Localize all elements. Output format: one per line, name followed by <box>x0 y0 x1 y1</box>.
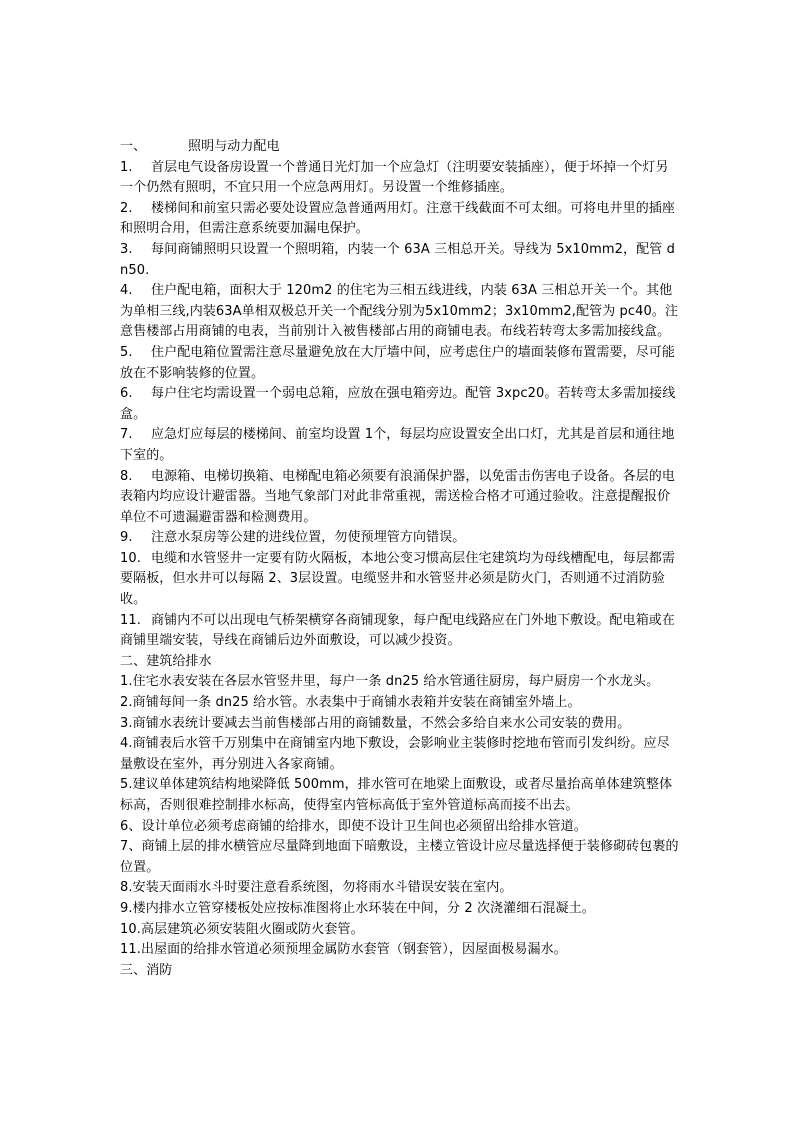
section-heading <box>120 137 680 158</box>
list-item-text: 楼梯间和前室只需必要处设置应急普通两用灯。注意干线截面不可太细。可将电井里的插座和照明合用，但需注意系统要加漏电保护。 <box>120 200 676 237</box>
list-item-text: 每户住宅均需设置一个弱电总箱，应放在强电箱旁边。配管 3xpc20。若转弯太多需加接线盒。 <box>120 386 676 422</box>
list-item <box>120 714 680 735</box>
list-item-text: 首层电气设备房设置一个普通日光灯加一个应急灯（注明要安装插座），便于坏掉一个灯另一个仍然有照明，不宜只用一个应急两用灯。另设置一个维修插座。 <box>120 159 669 196</box>
list-item-number: 8. <box>120 880 133 896</box>
list-item <box>120 837 680 878</box>
list-item <box>120 920 680 941</box>
list-item-number: 1. <box>120 159 133 175</box>
list-item-number: 10. <box>120 921 141 937</box>
document-body <box>120 137 680 981</box>
list-item-text: 建议单体建筑结构地梁降低 500mm，排水管可在地梁上面敷设，或者尽量抬高单体建筑整体标高，否则很难控制排水标高，使得室内管标高低于室外管道标高而接不出去。 <box>120 777 673 813</box>
list-item-text: 电源箱、电梯切换箱、电梯配电箱必须要有浪涌保护器，以免雷击伤害电子设备。各层的电表箱内均应设计避雷器。当地气象部门对此非常重视，需送检合格才可通过验收。注意提醒报价单位不可遗漏避雷器和检测费用。 <box>120 468 676 525</box>
list-item-number: 2. <box>120 200 133 216</box>
list-item <box>120 281 680 343</box>
list-item-text: 商铺水表统计要减去当前售楼部占用的商铺数量，不然会多给自来水公司安装的费用。 <box>132 715 631 731</box>
list-item-number: 4. <box>120 736 133 752</box>
list-item-number: 2. <box>120 695 133 711</box>
list-item-number: 1. <box>120 674 133 690</box>
list-item-text: 电缆和水管竖井一定要有防火隔板，本地公变习惯高层住宅建筑均为母线槽配电，每层都需要隔板，但水井可以每隔 2、3层设置。电缆竖井和水管竖井必须是防火门，否则通不过消防验收。 <box>120 550 676 608</box>
list-item <box>120 158 680 199</box>
list-item-number: 6. <box>120 386 133 402</box>
list-item <box>120 343 680 384</box>
list-item-text: 设计单位必须考虑商铺的给排水，即使不设计卫生间也必须留出给排水管道。 <box>141 818 587 834</box>
list-item-number: 5. <box>120 777 133 793</box>
list-item <box>120 940 680 961</box>
list-item <box>120 817 680 838</box>
list-item-text: 应急灯应每层的楼梯间、前室均设置 1个，每层均应设置安全出口灯，尤其是首层和通往地下室的。 <box>120 427 675 463</box>
list-item-text: 出屋面的给排水管道必须预埋金属防水套管（钢套管），因屋面极易漏水。 <box>140 942 567 958</box>
list-item-text: 住宅水表安装在各层水管竖井里，每户一条 dn25 给水管通往厨房，每户厨房一个水龙头。 <box>132 674 660 690</box>
list-item <box>120 734 680 775</box>
list-item-number: 7、 <box>120 839 142 855</box>
list-item <box>120 240 680 281</box>
section-heading-text: 照明与动力配电 <box>188 139 280 154</box>
list-item-number: 8. <box>120 468 133 484</box>
list-item-text: 商铺内不可以出现电气桥架横穿各商铺现象，每户配电线路应在门外地下敷设。配电箱或在商铺里端安装，导线在商铺后边外面敷设，可以减少投资。 <box>120 612 676 649</box>
list-item-text: 商铺表后水管千万别集中在商铺室内地下敷设，会影响业主装修时挖地布管而引发纠纷。应尽量敷设在室外，再分别进入各家商铺。 <box>120 736 670 772</box>
list-item <box>120 899 680 920</box>
section-heading: 三、消防 <box>120 962 173 978</box>
list-item-number: 3. <box>120 715 133 731</box>
list-item <box>120 384 680 425</box>
list-item <box>120 528 680 549</box>
list-item <box>120 549 680 611</box>
list-item-text: 注意水泵房等公建的进线位置，勿使预埋管方向错误。 <box>151 530 466 546</box>
list-item-text: 住户配电箱，面积大于 120m2 的住宅为三相五线进线，内装 63A 三相总开关一个。其他为单相三线,内装63A单相双极总开关一个配线分别为5x10mm2；3x10mm2,配管为 pc40。注意售楼部占用商铺的电表，当前别计入被售楼部占用的商铺电表。布线若转弯太多需加接线盒。 <box>120 283 679 340</box>
list-item-number: 11. <box>120 612 141 628</box>
list-item-number: 6、 <box>120 818 142 834</box>
list-item-number: 4. <box>120 283 133 299</box>
list-item <box>120 425 680 466</box>
list-item <box>120 672 680 693</box>
list-item-number: 7. <box>120 427 133 443</box>
list-item-text: 每间商铺照明只设置一个照明箱，内装一个 63A 三相总开关。导线为 5x10mm2，配管 dn50. <box>120 241 675 278</box>
list-item <box>120 775 680 816</box>
list-item-number: 10. <box>120 550 141 566</box>
list-item-text: 高层建筑必须安装阻火圈或防火套管。 <box>140 921 364 937</box>
section-heading-number: 一、 <box>120 139 147 154</box>
list-item-text: 楼内排水立管穿楼板处应按标准图将止水环装在中间，分 2 次浇灌细石混凝土。 <box>132 900 595 916</box>
list-item-text: 商铺每间一条 dn25 给水管。水表集中于商铺水表箱并安装在商铺室外墙上。 <box>132 695 581 711</box>
list-item-number: 9. <box>120 900 133 916</box>
list-item-text: 安装天面雨水斗时要注意看系统图，勿将雨水斗错误安装在室内。 <box>132 880 513 896</box>
list-item <box>120 611 680 652</box>
list-item <box>120 199 680 240</box>
list-item-number: 5. <box>120 344 133 360</box>
list-item-text: 商铺上层的排水横管应尽量降到地面下暗敷设，主楼立管设计应尽量选择便于装修砌砖包裹的位置。 <box>120 839 679 875</box>
list-item-number: 9. <box>120 530 133 546</box>
list-item <box>120 467 680 529</box>
section-heading: 二、建筑给排水 <box>120 653 212 669</box>
list-item-number: 3. <box>120 241 133 257</box>
list-item <box>120 878 680 899</box>
list-item <box>120 693 680 714</box>
list-item-text: 住户配电箱位置需注意尽量避免放在大厅墙中间，应考虑住户的墙面装修布置需要，尽可能放在不影响装修的位置。 <box>120 344 676 381</box>
list-item-number: 11. <box>120 942 141 958</box>
